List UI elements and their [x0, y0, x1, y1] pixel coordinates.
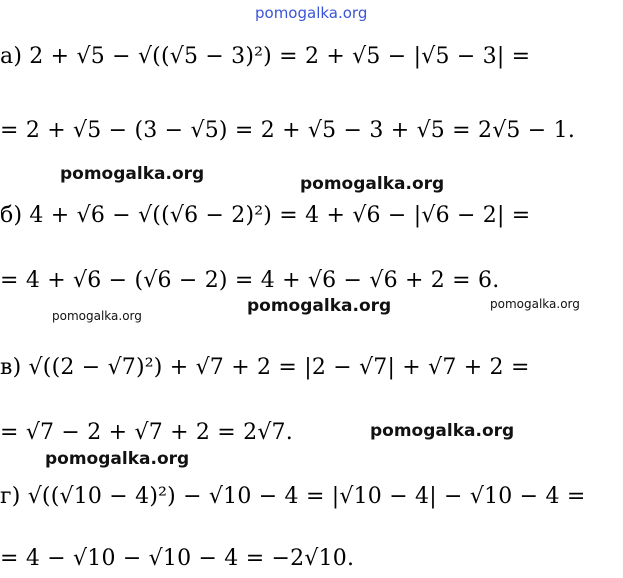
solution-c-line-2: = √7 − 2 + √7 + 2 = 2√7.	[0, 420, 293, 445]
solution-b-line-2: = 4 + √6 − (√6 − 2) = 4 + √6 − √6 + 2 = 6.	[0, 268, 500, 293]
watermark: pomogalka.org	[247, 296, 392, 316]
watermark: pomogalka.org	[60, 164, 205, 184]
solution-a-line-2: = 2 + √5 − (3 − √5) = 2 + √5 − 3 + √5 = 2√5 − 1.	[0, 118, 576, 143]
solution-d-line-1: г) √((√10 − 4)²) − √10 − 4 = |√10 − 4| − √10 − 4 =	[0, 484, 586, 509]
watermark: pomogalka.org	[300, 174, 445, 194]
watermark: pomogalka.org	[45, 449, 190, 469]
solution-d-line-2: = 4 − √10 − √10 − 4 = −2√10.	[0, 546, 355, 571]
watermark: pomogalka.org	[52, 309, 142, 323]
solution-a-line-1: а) 2 + √5 − √((√5 − 3)²) = 2 + √5 − |√5 − 3| =	[0, 44, 531, 69]
watermark-top: pomogalka.org	[255, 4, 368, 22]
solution-c-line-1: в) √((2 − √7)²) + √7 + 2 = |2 − √7| + √7 + 2 =	[0, 355, 530, 380]
solution-b-line-1: б) 4 + √6 − √((√6 − 2)²) = 4 + √6 − |√6 − 2| =	[0, 203, 531, 228]
watermark: pomogalka.org	[370, 421, 515, 441]
watermark: pomogalka.org	[490, 297, 580, 311]
